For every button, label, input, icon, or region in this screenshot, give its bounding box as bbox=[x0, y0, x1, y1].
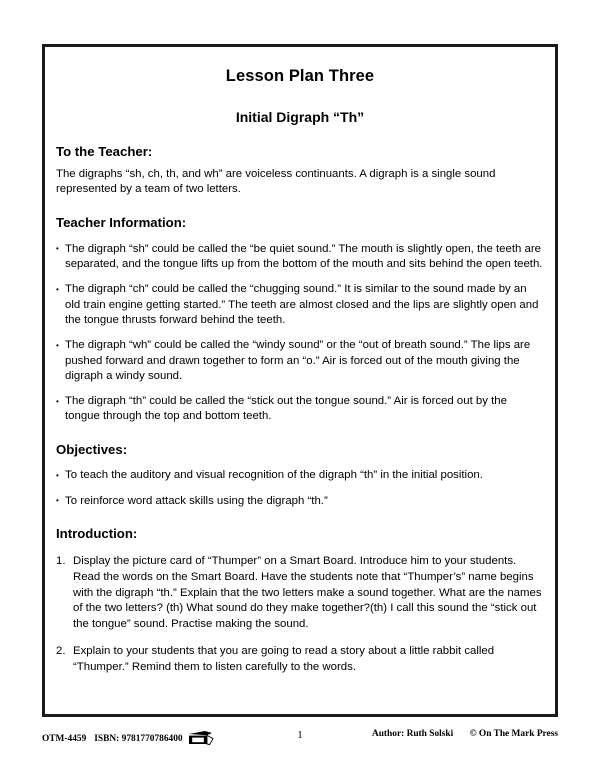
teacher-information-list bbox=[56, 242, 544, 425]
list-item-marker: 1. bbox=[56, 555, 66, 568]
document-content-area bbox=[56, 56, 544, 710]
list-item-text: Explain to your students that you are going to read a story about a little rabbit called “Thumper.” Remind them to listen carefully to the words. bbox=[73, 645, 495, 674]
publisher-credit: © On The Mark Press bbox=[469, 729, 558, 739]
list-item-text: Display the picture card of “Thumper” on a Smart Board. Introduce him to your students. Read the words on the Smart Board. Have the students note that “Thumper’s” name begins with the digraph “th.” Explain that the two letters make a sound together. What are the names of the two letters? (th) What sound do they make together?(th) I call this sound the “stick out the tongue” sound. Practise making the sound. bbox=[73, 555, 542, 630]
page-title: Lesson Plan Three bbox=[225, 67, 375, 85]
introduction-list bbox=[56, 554, 544, 675]
author-credit: Author: Ruth Solski bbox=[371, 729, 454, 739]
list-item-marker: 2. bbox=[56, 645, 66, 658]
to-the-teacher-paragraph: The digraphs “sh, ch, th, and wh” are voiceless continuants. A digraph is a single sound represented by a team of two letters. bbox=[56, 168, 496, 196]
page-footer bbox=[42, 727, 558, 747]
isbn-text: ISBN: 9781770786400 bbox=[94, 733, 183, 744]
list-item bbox=[56, 644, 544, 675]
list-item: • The digraph “sh” could be called the “be quiet sound.” The mouth is slightly open, the teeth are separated, and the tongue lifts up from the bottom of the mouth and sits behind the open teeth. bbox=[56, 242, 544, 273]
footer-right-group bbox=[372, 729, 558, 739]
section-heading-introduction: Introduction: bbox=[56, 525, 138, 541]
list-item: • To reinforce word attack skills using the digraph “th.” bbox=[56, 494, 544, 509]
section-heading-teacher-information: Teacher Information: bbox=[56, 215, 187, 231]
otm-code: OTM-4459 bbox=[42, 733, 87, 744]
page-subtitle: Initial Digraph “Th” bbox=[235, 108, 365, 125]
page-number: 1 bbox=[297, 729, 303, 741]
document-border-frame bbox=[42, 44, 558, 717]
objectives-list bbox=[56, 468, 544, 509]
list-item: • The digraph “wh” could be called the “windy sound” or the “out of breath sound.” The lips are pushed forward and drawn together to form an “o.” Air is forced out of the mouth giving the digraph a windy sound. bbox=[56, 338, 544, 384]
list-item bbox=[56, 554, 544, 632]
list-item: • The digraph “th” could be called the “stick out the tongue sound.” Air is forced out by the tongue through the top and bottom teeth. bbox=[56, 394, 544, 425]
list-item: • The digraph “ch” could be called the “chugging sound.” It is similar to the sound made by an old train engine getting started.” The teeth are almost closed and the lips are slightly open and the tongue thrusts forward behind the teeth. bbox=[56, 282, 544, 328]
list-item: • To teach the auditory and visual recognition of the digraph “th” in the initial position. bbox=[56, 468, 544, 483]
section-heading-to-the-teacher: To the Teacher: bbox=[56, 143, 153, 159]
section-heading-objectives: Objectives: bbox=[56, 441, 128, 457]
